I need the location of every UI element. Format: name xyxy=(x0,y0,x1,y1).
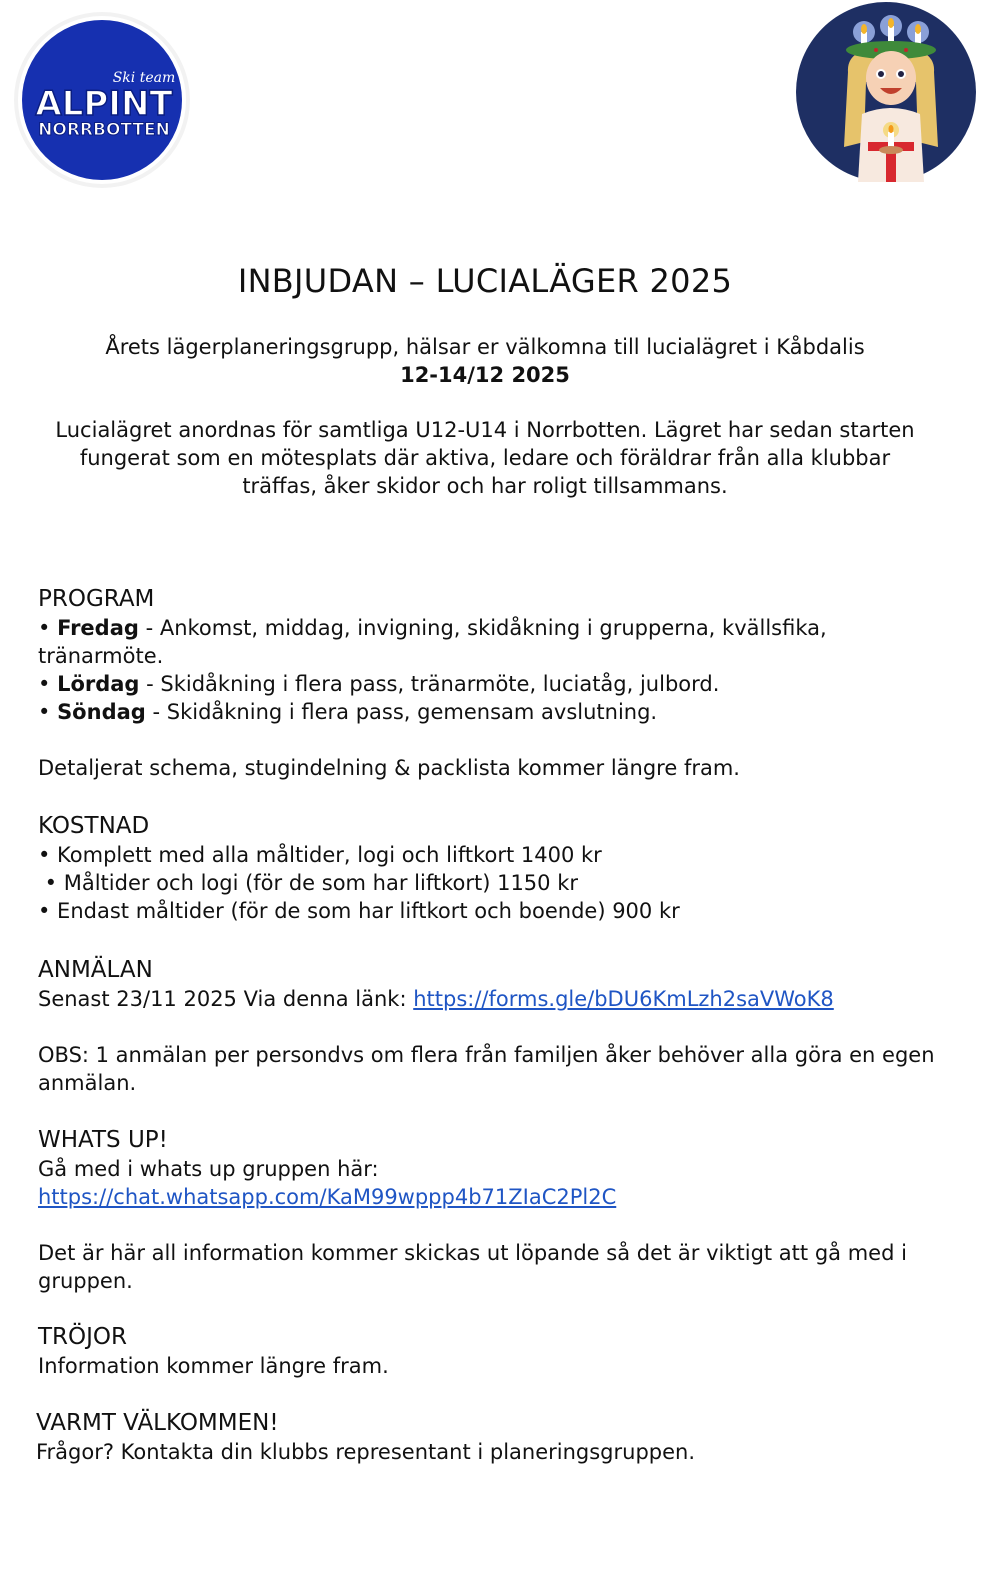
program-heading: PROGRAM xyxy=(38,586,155,612)
event-dates: 12-14/12 2025 xyxy=(400,363,570,387)
registration-note: OBS: 1 anmälan per persondvs om flera från familjen åker behöver alla göra en egen anmälan. xyxy=(38,1043,935,1095)
cost-item: • Komplett med alla måltider, logi och liftkort 1400 kr xyxy=(38,843,602,867)
logo-main-text: ALPINT xyxy=(35,84,173,124)
registration-section xyxy=(38,955,958,1097)
welcome-text: Frågor? Kontakta din klubbs representant i planeringsgruppen. xyxy=(36,1440,696,1464)
welcome-section xyxy=(36,1408,956,1466)
whatsapp-text: Gå med i whats up gruppen här: xyxy=(38,1157,379,1181)
page-title: INBJUDAN – LUCIALÄGER 2025 xyxy=(237,262,733,300)
registration-link[interactable]: https://forms.gle/bDU6KmLzh2saVWoK8 xyxy=(413,987,834,1011)
whatsapp-heading: WHATS UP! xyxy=(38,1127,168,1153)
cost-item: • Endast måltider (för de som har liftkort och boende) 900 kr xyxy=(38,899,680,923)
registration-text: Senast 23/11 2025 Via denna länk: xyxy=(38,987,414,1011)
alpint-norrbotten-logo xyxy=(12,10,192,190)
program-item-saturday: • Lördag - Skidåkning i flera pass, tränarmöte, luciatåg, julbord. xyxy=(38,672,720,696)
program-item-friday: • Fredag - Ankomst, middag, invigning, skidåkning i grupperna, kvällsfika, tränarmöte. xyxy=(38,616,827,668)
logo-sub-text: NORRBOTTEN xyxy=(38,120,170,140)
program-note: Detaljerat schema, stugindelning & packlista kommer längre fram. xyxy=(38,756,740,780)
lucia-illustration xyxy=(796,2,976,182)
program-day: Lördag xyxy=(57,672,140,696)
shirts-heading: TRÖJOR xyxy=(38,1324,128,1350)
program-text: - Ankomst, middag, invigning, skidåkning i grupperna, kvällsfika, tränarmöte. xyxy=(38,616,827,668)
whatsapp-link[interactable]: https://chat.whatsapp.com/KaM99wppp4b71ZIaC2Pl2C xyxy=(38,1185,617,1209)
logo-script-text: Ski team xyxy=(112,70,176,86)
shirts-section xyxy=(38,1322,958,1380)
cost-section xyxy=(38,811,958,925)
welcome-heading: VARMT VÄLKOMMEN! xyxy=(36,1410,279,1436)
whatsapp-note: Det är här all information kommer skickas ut löpande så det är viktigt att gå med i gruppen. xyxy=(38,1241,907,1293)
program-day: Fredag xyxy=(57,616,139,640)
cost-item: • Måltider och logi (för de som har liftkort) 1150 kr xyxy=(38,871,579,895)
program-text: - Skidåkning i flera pass, tränarmöte, luciatåg, julbord. xyxy=(139,672,720,696)
program-item-sunday: • Söndag - Skidåkning i flera pass, gemensam avslutning. xyxy=(38,700,658,724)
program-day: Söndag xyxy=(57,700,146,724)
program-text: - Skidåkning i flera pass, gemensam avslutning. xyxy=(145,700,658,724)
intro-text: Lucialägret anordnas för samtliga U12-U14 i Norrbotten. Lägret har sedan starten fungerat som en mötesplats där aktiva, ledare och föräldrar från alla klubbar träffas, åker skidor och har roligt tillsammans. xyxy=(55,418,915,498)
registration-heading: ANMÄLAN xyxy=(38,957,153,983)
registration-line xyxy=(38,985,958,1013)
greeting-text: Årets lägerplaneringsgrupp, hälsar er välkomna till lucialägret i Kåbdalis xyxy=(105,335,865,359)
cost-heading: KOSTNAD xyxy=(38,813,150,839)
greeting-block xyxy=(0,333,970,389)
program-section xyxy=(38,584,958,782)
whatsapp-section xyxy=(38,1125,958,1295)
shirts-text: Information kommer längre fram. xyxy=(38,1354,389,1378)
